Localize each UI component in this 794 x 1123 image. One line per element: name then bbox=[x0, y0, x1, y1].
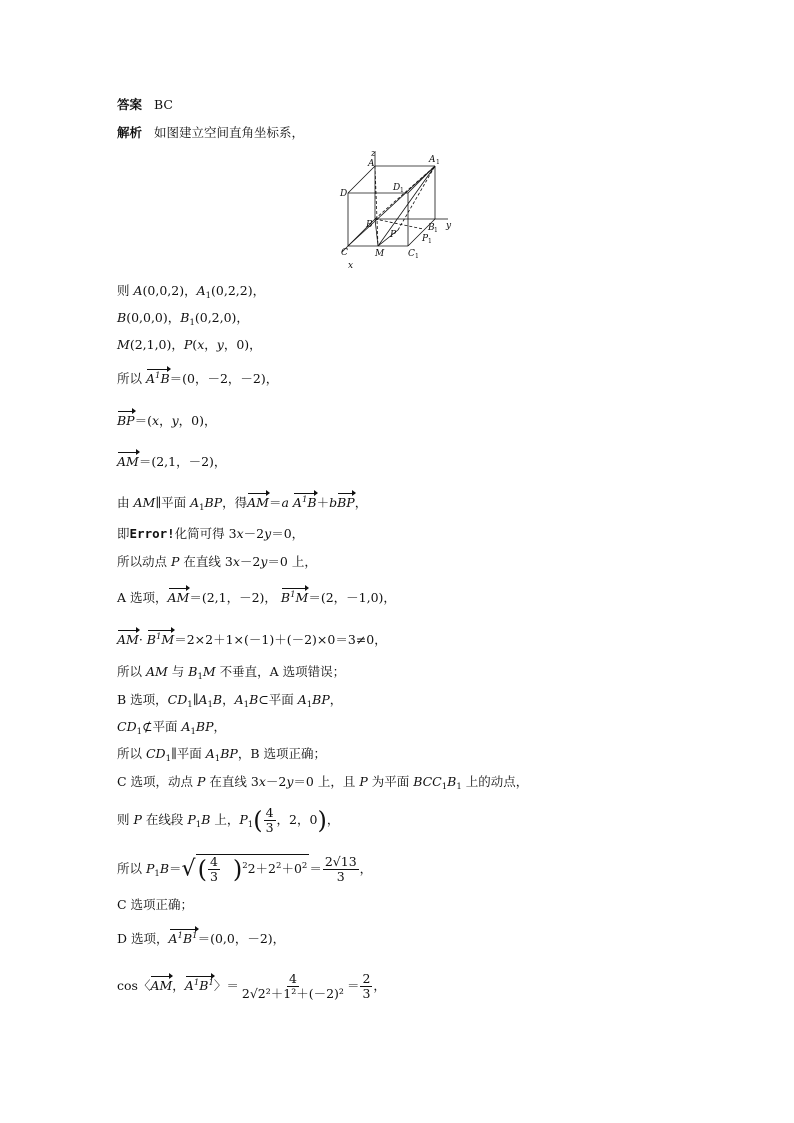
math-token: 2√2²＋1²＋(－2)² bbox=[241, 986, 344, 1001]
math-token: B 选项， bbox=[117, 692, 168, 707]
math-token: AM bbox=[145, 664, 168, 679]
math-token: ＝0 上，且 bbox=[293, 774, 360, 789]
math-token: x bbox=[197, 337, 205, 352]
math-token: A bbox=[196, 283, 206, 298]
math-token: M bbox=[295, 590, 309, 605]
math-token: B bbox=[146, 632, 156, 647]
math-token: P bbox=[197, 774, 206, 789]
math-token: 2 bbox=[362, 971, 371, 986]
math-token: 1 bbox=[155, 371, 161, 381]
vector-symbol bbox=[293, 494, 317, 512]
math-token: 1 bbox=[155, 632, 162, 642]
label-a: A bbox=[368, 159, 375, 169]
math-token: 为平面 bbox=[367, 774, 414, 789]
math-token: (2,1,0)， bbox=[129, 337, 184, 352]
option-c-line bbox=[117, 773, 528, 791]
math-token: ， bbox=[329, 692, 343, 707]
math-token: ， bbox=[354, 495, 368, 510]
math-token: · bbox=[138, 632, 143, 647]
label-d1: D bbox=[393, 183, 401, 193]
math-token: ＝( bbox=[134, 413, 152, 428]
math-token: ，2，0 bbox=[276, 812, 318, 827]
math-token: ( bbox=[197, 855, 207, 884]
math-token: －2 bbox=[243, 526, 265, 541]
math-token: B bbox=[201, 812, 211, 827]
math-token: ＋ bbox=[316, 495, 330, 510]
math-token: P bbox=[187, 812, 196, 827]
math-token: 4 bbox=[265, 805, 274, 820]
math-token: ，得 bbox=[222, 495, 248, 510]
parallel-plane-line bbox=[117, 494, 367, 512]
math-token: √ bbox=[181, 856, 196, 882]
vector-symbol: BP bbox=[117, 413, 135, 428]
math-token: ， bbox=[222, 692, 235, 707]
math-token: b bbox=[329, 495, 338, 510]
math-token: 所以 bbox=[117, 664, 146, 679]
math-token: D 选项， bbox=[117, 931, 169, 946]
math-token: 1 bbox=[190, 727, 196, 737]
math-token: cos〈 bbox=[117, 978, 151, 993]
math-token: B bbox=[307, 495, 317, 510]
math-token: －2 bbox=[265, 774, 287, 789]
math-token: A bbox=[292, 495, 302, 510]
math-token: 1 bbox=[306, 700, 313, 710]
math-token: ∥平面 bbox=[171, 746, 206, 761]
math-token: (0,0,2)， bbox=[142, 283, 197, 298]
math-token: ， bbox=[204, 337, 217, 352]
math-token: ， bbox=[359, 861, 373, 876]
math-token: A bbox=[133, 283, 143, 298]
math-token: ＝2×2＋1×(－1)＋(－2)×0＝3≠0， bbox=[174, 632, 387, 647]
math-token: AM bbox=[133, 495, 156, 510]
edge-d-a bbox=[348, 166, 375, 193]
vector-symbol bbox=[185, 977, 214, 995]
math-token: B bbox=[117, 310, 127, 325]
error-simplify-line bbox=[117, 525, 304, 543]
vector-symbol: AM bbox=[167, 590, 190, 605]
label-p1: P bbox=[422, 234, 429, 244]
math-token: ＝(0，－2，－2)， bbox=[169, 371, 279, 386]
math-token: Error! bbox=[129, 526, 175, 541]
math-token: 则 bbox=[117, 283, 134, 298]
math-token: (0,2,0)， bbox=[194, 310, 249, 325]
math-token: ＝ bbox=[268, 495, 282, 510]
math-token: M bbox=[117, 337, 130, 352]
math-token: ， bbox=[159, 413, 172, 428]
math-token: 1 bbox=[243, 700, 250, 710]
math-token: ⊂平面 bbox=[258, 692, 298, 707]
math-token: CD bbox=[167, 692, 188, 707]
vector-symbol bbox=[169, 930, 198, 948]
math-token: 化简可得 3 bbox=[174, 526, 237, 541]
math-token: BP bbox=[204, 495, 223, 510]
label-c1: C bbox=[408, 249, 415, 259]
label-d1-sub: 1 bbox=[400, 187, 404, 194]
math-token: P bbox=[170, 554, 180, 569]
dot-product-line bbox=[117, 631, 387, 649]
math-token: ＝ bbox=[169, 861, 182, 876]
option-a-conclusion bbox=[117, 663, 345, 681]
coordinate-cube-figure bbox=[338, 148, 458, 273]
vector-symbol: AM bbox=[117, 454, 139, 469]
math-token: A bbox=[168, 931, 178, 946]
answer-value: BC bbox=[153, 97, 173, 112]
coords-line-2 bbox=[117, 309, 249, 327]
math-token: 上， bbox=[210, 812, 240, 827]
math-token: 2√13 bbox=[324, 854, 357, 869]
math-token: y bbox=[171, 413, 179, 428]
math-token: 3 bbox=[265, 820, 274, 835]
math-token bbox=[196, 854, 310, 884]
math-token: P bbox=[239, 812, 248, 827]
option-c-conclusion bbox=[117, 896, 193, 914]
math-token: ∥平面 bbox=[155, 495, 191, 510]
math-token bbox=[264, 806, 276, 835]
math-token: 2 bbox=[276, 861, 282, 871]
math-token: 3 bbox=[336, 869, 345, 884]
math-token: 3 bbox=[362, 986, 371, 1001]
math-token: ＝ bbox=[346, 978, 360, 993]
math-token bbox=[360, 972, 372, 1001]
math-token: A bbox=[181, 719, 191, 734]
math-token: x bbox=[258, 774, 266, 789]
math-token: x bbox=[152, 413, 160, 428]
math-token: 〉＝ bbox=[213, 978, 239, 993]
math-token: C 选项，动点 bbox=[117, 774, 198, 789]
math-token: ) bbox=[317, 806, 327, 835]
math-token: 所以 bbox=[117, 371, 146, 386]
math-token: A 选项， bbox=[117, 590, 168, 605]
math-token: 2 bbox=[301, 861, 308, 871]
math-token: ＝(2,1，－2)， bbox=[138, 454, 227, 469]
math-token: A bbox=[205, 746, 215, 761]
math-token: CD bbox=[117, 719, 137, 734]
math-token: 1 bbox=[199, 503, 205, 513]
math-token: P bbox=[145, 861, 155, 876]
math-token: 1 bbox=[247, 820, 254, 830]
vector-a1b-line bbox=[117, 370, 278, 388]
math-token: ， bbox=[373, 978, 386, 993]
math-token: 4 bbox=[209, 854, 218, 869]
math-token: M bbox=[202, 664, 216, 679]
vector-symbol bbox=[281, 589, 308, 607]
option-d-line bbox=[117, 930, 285, 948]
vector-bp-line bbox=[117, 412, 216, 430]
label-b1-sub: 1 bbox=[434, 227, 438, 234]
vector-symbol: AM bbox=[150, 978, 173, 993]
math-token: 1 bbox=[177, 931, 183, 941]
math-token: BCC bbox=[413, 774, 442, 789]
math-token: 与 bbox=[167, 664, 189, 679]
math-token: 1 bbox=[192, 931, 198, 941]
label-b1: B bbox=[428, 223, 435, 233]
math-token: 1 bbox=[205, 291, 212, 301]
math-token: P bbox=[133, 812, 142, 827]
math-token: B bbox=[199, 978, 209, 993]
math-token: B bbox=[212, 692, 223, 707]
math-token: 即 bbox=[117, 526, 130, 541]
math-token: －2 bbox=[239, 554, 261, 569]
math-token: 上的动点， bbox=[461, 774, 529, 789]
math-token: ＋0 bbox=[281, 861, 302, 876]
label-c1-sub: 1 bbox=[415, 253, 419, 260]
math-token: ＝0 上， bbox=[267, 554, 317, 569]
label-x: x bbox=[348, 261, 354, 271]
math-token: A bbox=[184, 978, 194, 993]
math-token: BP bbox=[195, 719, 214, 734]
analysis-line bbox=[117, 124, 304, 142]
label-c: C bbox=[341, 248, 348, 258]
math-token: ＝ bbox=[309, 861, 322, 876]
math-token bbox=[240, 972, 346, 1001]
math-token: 1 bbox=[290, 590, 296, 600]
math-token: 1 bbox=[301, 495, 308, 505]
math-token: M bbox=[161, 632, 175, 647]
math-token: ，B 选项正确； bbox=[237, 746, 326, 761]
math-token: (0,0,0)， bbox=[126, 310, 181, 325]
math-token: BP bbox=[220, 746, 238, 761]
math-token: 1 bbox=[456, 782, 462, 792]
option-c-length-line bbox=[117, 854, 372, 884]
math-token: y bbox=[264, 526, 272, 541]
math-token: 1 bbox=[207, 700, 213, 710]
math-token: x bbox=[236, 526, 244, 541]
math-token: 4 bbox=[288, 971, 297, 986]
math-token: P bbox=[183, 337, 193, 352]
vector-symbol: BP bbox=[337, 495, 355, 510]
math-token: B bbox=[249, 692, 259, 707]
option-b-conclusion bbox=[117, 745, 326, 763]
math-token: B bbox=[160, 371, 170, 386]
label-a1-sub: 1 bbox=[436, 159, 440, 166]
math-token: BP bbox=[312, 692, 330, 707]
math-token: 1 bbox=[136, 727, 143, 737]
math-token: 在直线 3 bbox=[179, 554, 233, 569]
math-token: B bbox=[447, 774, 457, 789]
analysis-label: 解析 bbox=[117, 125, 143, 140]
coords-line-1 bbox=[117, 282, 265, 300]
math-token: 1 bbox=[193, 978, 200, 988]
coords-line-3 bbox=[117, 336, 262, 354]
math-token: C 选项正确； bbox=[117, 897, 194, 912]
math-token: B bbox=[182, 931, 193, 946]
math-token: P bbox=[359, 774, 368, 789]
math-token bbox=[208, 855, 220, 884]
math-token: B bbox=[159, 861, 170, 876]
math-token: ＝(2，－1,0)， bbox=[308, 590, 396, 605]
label-d: D bbox=[340, 189, 348, 199]
math-token: (0,2,2)， bbox=[211, 283, 266, 298]
math-token: B bbox=[280, 590, 291, 605]
vector-symbol: AM bbox=[117, 632, 139, 647]
math-token: 2 bbox=[242, 861, 248, 871]
math-token: 由 bbox=[117, 495, 134, 510]
option-b-line bbox=[117, 691, 342, 709]
math-token: 1 bbox=[165, 754, 171, 764]
math-token: 1 bbox=[187, 700, 193, 710]
math-token bbox=[323, 855, 359, 884]
option-b-not-in-plane bbox=[117, 718, 226, 736]
math-token: 1 bbox=[214, 754, 221, 764]
math-token: 所以 bbox=[117, 746, 146, 761]
math-token: ( bbox=[253, 806, 263, 835]
math-token: 所以动点 bbox=[117, 554, 171, 569]
vector-symbol bbox=[147, 631, 174, 649]
math-token: y bbox=[216, 337, 224, 352]
math-token: ＝(2,1，－2)， bbox=[189, 590, 281, 605]
math-token: ∥ bbox=[192, 692, 199, 707]
math-token: y bbox=[286, 774, 294, 789]
vector-symbol bbox=[146, 370, 170, 388]
math-token: CD bbox=[145, 746, 166, 761]
math-token: a bbox=[281, 495, 289, 510]
label-y: y bbox=[446, 221, 452, 231]
math-token: ， bbox=[172, 978, 185, 993]
math-token: A bbox=[234, 692, 244, 707]
option-a-line bbox=[117, 589, 396, 607]
math-token: A bbox=[145, 371, 156, 386]
vector-symbol: AM bbox=[247, 495, 269, 510]
label-b: B bbox=[366, 220, 373, 230]
math-token: 1 bbox=[208, 978, 214, 988]
label-z: z bbox=[371, 149, 376, 159]
math-token: 则 bbox=[117, 812, 134, 827]
math-token: ) bbox=[232, 855, 243, 884]
answer-line bbox=[117, 96, 173, 114]
math-token: 在直线 3 bbox=[205, 774, 259, 789]
math-token: ，0)， bbox=[223, 337, 262, 352]
dash-p-a1 bbox=[398, 166, 435, 230]
math-token: 1 bbox=[154, 869, 160, 879]
math-token: 2＋2 bbox=[247, 861, 277, 876]
answer-label: 答案 bbox=[117, 97, 143, 112]
math-token: ， bbox=[213, 719, 227, 734]
analysis-intro: 如图建立空间直角坐标系， bbox=[153, 125, 304, 140]
math-token: 1 bbox=[441, 782, 448, 792]
label-p: P bbox=[390, 230, 397, 240]
math-token: ，0)， bbox=[178, 413, 217, 428]
math-token: B bbox=[180, 310, 190, 325]
math-token: y bbox=[260, 554, 268, 569]
moving-point-line bbox=[117, 553, 317, 571]
math-token: A bbox=[297, 692, 307, 707]
math-token: ＝0， bbox=[271, 526, 305, 541]
math-token: 所以 bbox=[117, 861, 146, 876]
math-token: B bbox=[188, 664, 198, 679]
math-token: 1 bbox=[189, 318, 195, 328]
math-token: 在线段 bbox=[141, 812, 188, 827]
math-token: A bbox=[190, 495, 200, 510]
vector-am-line bbox=[117, 453, 226, 471]
math-token: ＝(0,0，－2)， bbox=[197, 931, 286, 946]
math-token: ( bbox=[192, 337, 198, 352]
math-token: x bbox=[232, 554, 240, 569]
math-token: A bbox=[198, 692, 208, 707]
cosine-line bbox=[117, 972, 386, 1001]
label-m: M bbox=[375, 249, 385, 259]
math-token: ， bbox=[326, 812, 340, 827]
math-token: 3 bbox=[209, 869, 218, 884]
label-a1: A bbox=[429, 155, 436, 165]
math-token: 1 bbox=[197, 672, 203, 682]
option-c-segment-line bbox=[117, 806, 339, 835]
math-token: 不垂直，A 选项错误； bbox=[215, 664, 346, 679]
label-p1-sub: 1 bbox=[428, 238, 432, 245]
math-token: 1 bbox=[195, 820, 202, 830]
math-token: ⊄平面 bbox=[142, 719, 182, 734]
